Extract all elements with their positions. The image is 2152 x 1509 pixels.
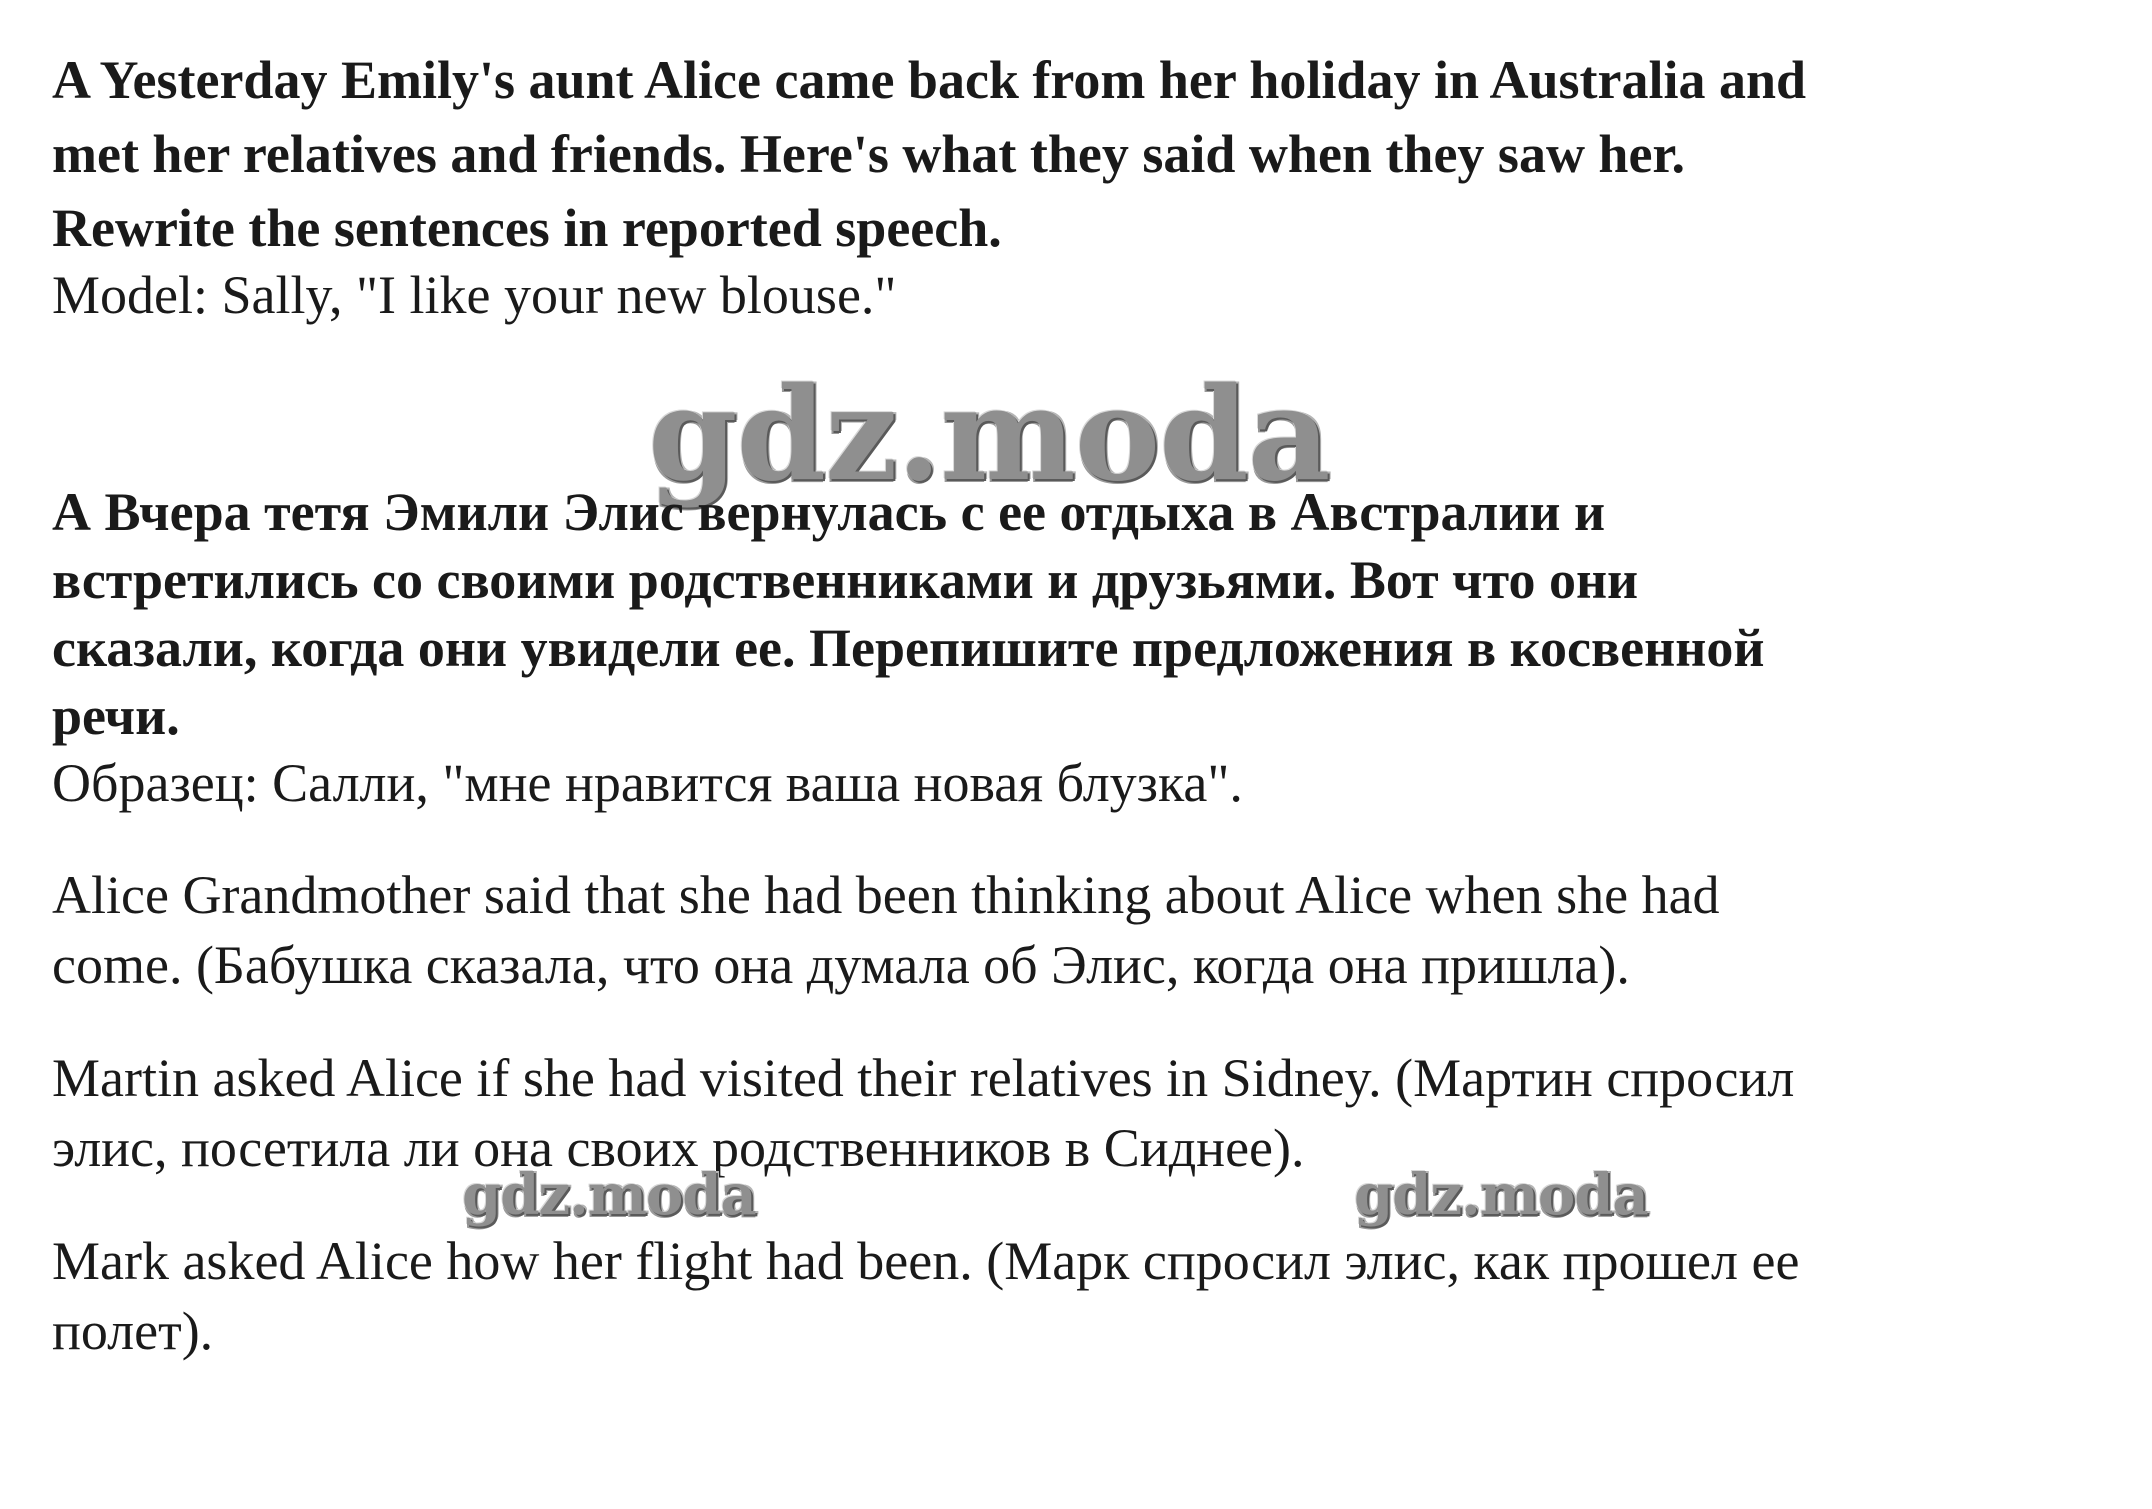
answer-1-line-1: Alice Grandmother said that she had been thinking about Alice when she had [52, 865, 1720, 925]
answer-item [52, 1043, 2092, 1183]
watermark-large: gdz.moda [648, 360, 1330, 510]
task-en-line-3: Rewrite the sentences in reported speech. [52, 198, 1002, 258]
answer-3-line-1: Mark asked Alice how her flight had been. (Марк спросил элис, как прошел ее [52, 1231, 1800, 1291]
task-statement-en [52, 43, 2092, 265]
task-statement-ru [52, 478, 2092, 750]
watermark-small-left: gdz.moda [462, 1162, 756, 1228]
answer-item [52, 1226, 2092, 1366]
task-en-line-1: A Yesterday Emily's aunt Alice came back from her holiday in Australia and [52, 50, 1807, 110]
task-ru-line-4: речи. [52, 686, 180, 746]
task-en-line-2: met her relatives and friends. Here's what they said when they saw her. [52, 124, 1685, 184]
answer-item [52, 860, 2092, 1000]
model-sentence-en [52, 260, 2092, 330]
model-en-text: Model: Sally, "I like your new blouse." [52, 265, 897, 325]
answer-1-line-2: come. (Бабушка сказала, что она думала об Элис, когда она пришла). [52, 935, 1630, 995]
task-ru-line-2: встретились со своими родственниками и друзьями. Вот что они [52, 550, 1639, 610]
watermark-small-right: gdz.moda [1354, 1162, 1648, 1228]
task-ru-line-3: сказали, когда они увидели ее. Перепишите предложения в косвенной [52, 618, 1765, 678]
model-ru-text: Образец: Салли, "мне нравится ваша новая блузка". [52, 753, 1243, 813]
task-ru-line-1: А Вчера тетя Эмили Элис вернулась с ее отдыха в Австралии и [52, 482, 1606, 542]
model-sentence-ru [52, 748, 2092, 818]
answer-3-line-2: полет). [52, 1301, 214, 1361]
answer-2-line-2: элис, посетила ли она своих родственников в Сиднее). [52, 1118, 1305, 1178]
answer-2-line-1: Martin asked Alice if she had visited their relatives in Sidney. (Мартин спросил [52, 1048, 1795, 1108]
